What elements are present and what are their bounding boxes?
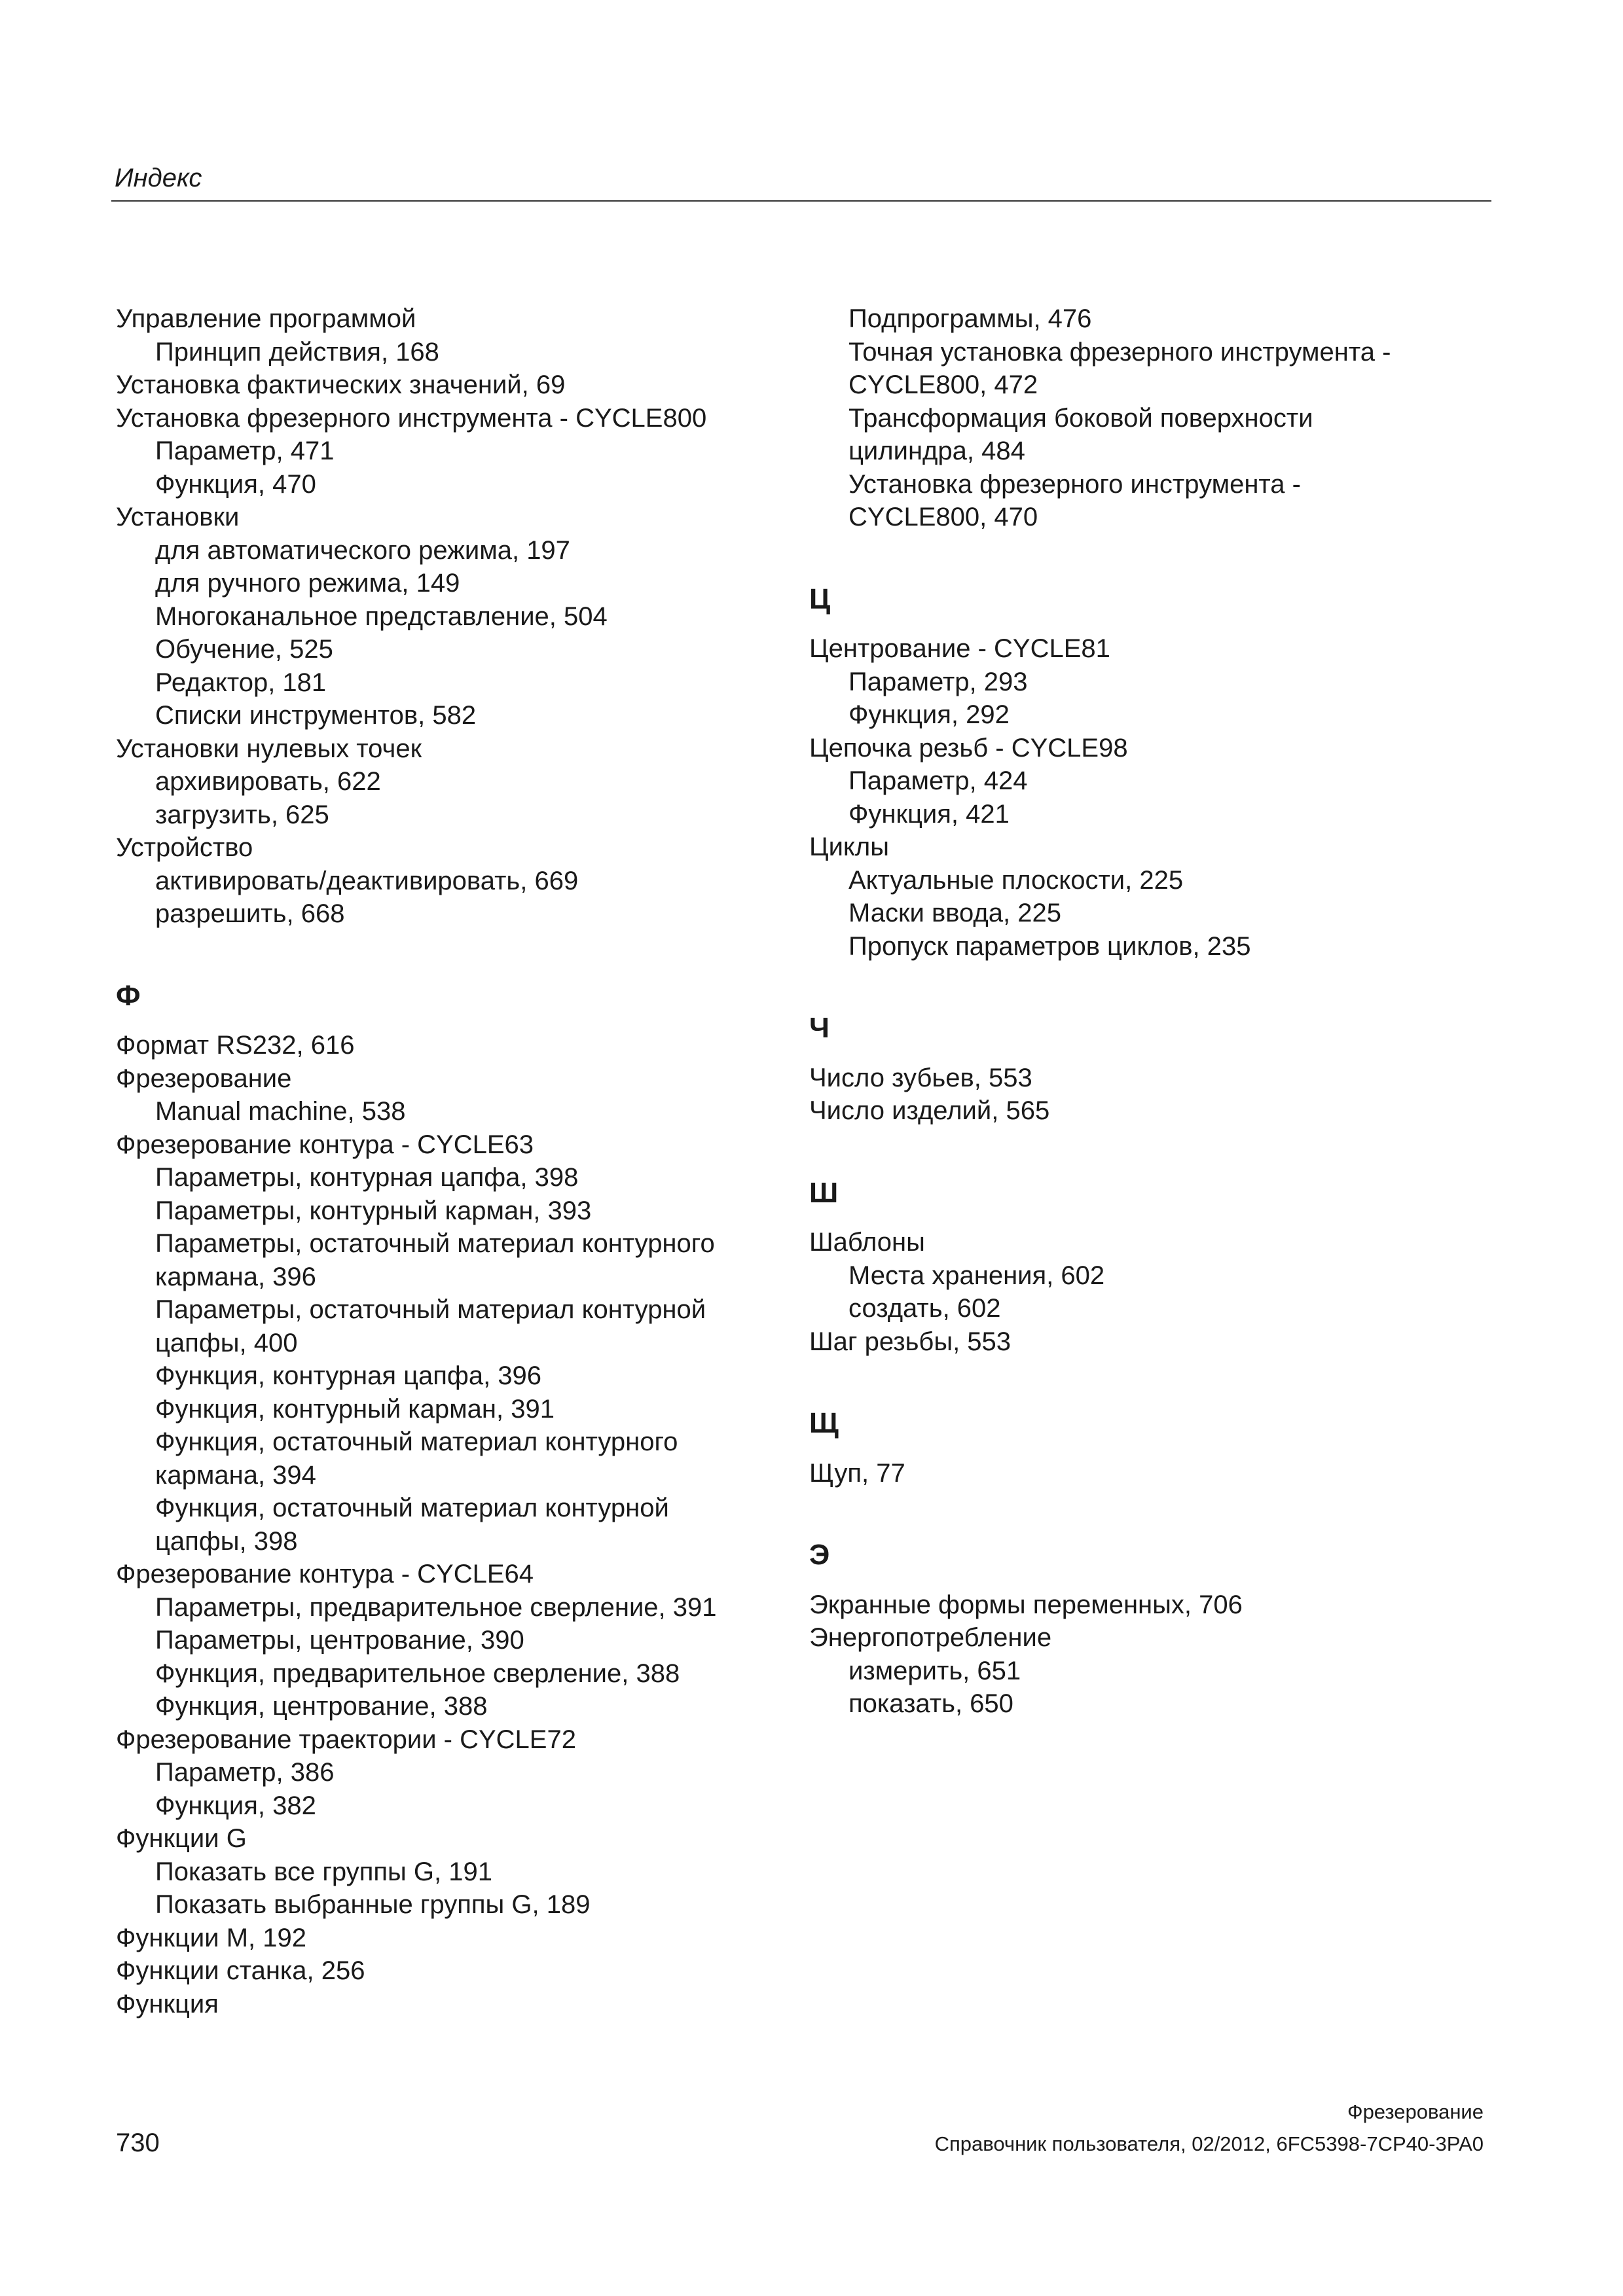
index-subentry: Параметры, контурный карман, 393 [155,1196,592,1225]
index-subentry: Функция, контурная цапфа, 396 [155,1361,542,1390]
index-subentry: создать, 602 [848,1294,1001,1323]
index-section [116,980,784,2021]
index-subentry: для автоматического режима, 197 [155,535,570,565]
index-section [809,1012,1490,1128]
index-column-left [116,302,784,2020]
index-subentry: Функция, предварительное сверление, 388 [155,1659,680,1688]
index-subentry: Параметр, 424 [848,766,1028,795]
index-subentry: показать, 650 [848,1689,1013,1718]
index-subentry: Списки инструментов, 582 [155,701,477,730]
index-section [116,302,784,931]
index-subentry: Показать все группы G, 191 [155,1857,492,1886]
section-letter-heading: Э [809,1539,830,1571]
index-entry: Шаг резьбы, 553 [809,1327,1012,1356]
index-subentry: Подпрограммы, 476 [848,304,1092,333]
index-subentry: загрузить, 625 [155,800,329,829]
index-subentry: Параметры, центрование, 390 [155,1626,524,1655]
section-letter-heading: Ш [809,1176,839,1209]
index-entry: Установка фактических значений, 69 [116,370,566,399]
index-subentry: Параметры, остаточный материал контурной [155,1295,706,1324]
section-letter-heading: Ц [809,583,831,615]
header-title: Индекс [115,164,202,192]
index-subentry: Функция, 470 [155,469,316,499]
index-entry: Энергопотребление [809,1623,1052,1652]
index-subentry: Принцип действия, 168 [155,337,439,367]
index-subentry: Маски ввода, 225 [848,899,1061,927]
index-entry: Центрование - CYCLE81 [809,634,1110,663]
index-subentry: Параметр, 471 [155,437,335,465]
index-subentry: активировать/деактивировать, 669 [155,866,579,895]
index-subentry: Параметр, 386 [155,1758,335,1787]
section-letter-heading: Ч [809,1012,830,1044]
index-entry: Циклы [809,833,889,861]
index-subentry: цапфы, 398 [155,1526,298,1556]
index-entry: Фрезерование траектории - CYCLE72 [116,1725,576,1754]
index-section [809,1539,1490,1721]
index-section [809,1177,1490,1359]
index-subentry: кармана, 396 [155,1262,316,1291]
index-subentry: Редактор, 181 [155,668,327,697]
index-subentry: Обучение, 525 [155,635,333,664]
index-subentry: Функция, 292 [848,700,1010,729]
index-subentry: Параметры, предварительное сверление, 391 [155,1592,717,1622]
index-subentry: Функция, остаточный материал контурного [155,1427,678,1456]
index-subentry: Показать выбранные группы G, 189 [155,1890,591,1919]
index-entry: Шаблоны [809,1228,925,1257]
header-divider [111,200,1491,202]
index-subentry: Manual machine, 538 [155,1097,406,1126]
index-column-right [809,302,1490,1721]
index-entry: Фрезерование [116,1064,292,1093]
index-subentry: Трансформация боковой поверхности [848,403,1313,433]
index-subentry: архивировать, 622 [155,767,381,796]
index-entry: Фрезерование контура - CYCLE63 [116,1130,534,1159]
footer-book-title: Фрезерование [1347,2100,1484,2123]
index-entry: Функции G [116,1824,247,1853]
index-entry: Цепочка резьб - CYCLE98 [809,733,1128,762]
index-subentry: Места хранения, 602 [848,1261,1105,1290]
index-entry: Фрезерование контура - CYCLE64 [116,1560,534,1588]
index-subentry: Функция, контурный карман, 391 [155,1394,555,1424]
index-entry: Щуп, 77 [809,1458,905,1488]
index-entry: Функции M, 192 [116,1923,306,1952]
index-subentry: Функция, центрование, 388 [155,1692,488,1721]
index-entry: Установки нулевых точек [116,734,422,763]
index-subentry: Актуальные плоскости, 225 [848,865,1184,895]
index-subentry: Пропуск параметров циклов, 235 [848,931,1251,961]
index-entry: Формат RS232, 616 [116,1031,355,1060]
index-section [809,583,1490,963]
index-subentry: Функция, 382 [155,1791,316,1820]
index-entry: Число изделий, 565 [809,1096,1050,1125]
index-subentry: Параметр, 293 [848,667,1028,696]
index-subentry: Параметры, контурная цапфа, 398 [155,1163,579,1192]
index-subentry: измерить, 651 [848,1656,1021,1685]
footer-doc-info: Справочник пользователя, 02/2012, 6FC5398-7CP40-3PA0 [934,2132,1484,2155]
index-entry: Установки [116,503,240,531]
index-subentry: разрешить, 668 [155,899,345,928]
index-subentry: цилиндра, 484 [848,437,1025,465]
section-letter-heading: Щ [809,1407,839,1439]
index-subentry: Параметры, остаточный материал контурного [155,1229,715,1258]
index-entry: Функции станка, 256 [116,1956,365,1985]
index-entry: Установка фрезерного инструмента - CYCLE800 [116,403,707,433]
index-subentry: цапфы, 400 [155,1328,298,1357]
index-entry: Управление программой [116,304,416,333]
index-entry: Устройство [116,833,253,862]
index-subentry: для ручного режима, 149 [155,569,460,598]
index-subentry: Точная установка фрезерного инструмента - [848,337,1391,367]
index-section [809,1407,1490,1490]
index-section [809,302,1490,534]
index-subentry: кармана, 394 [155,1460,316,1490]
index-subentry: Многоканальное представление, 504 [155,601,608,631]
index-entry: Экранные формы переменных, 706 [809,1590,1243,1619]
section-letter-heading: Ф [116,979,141,1012]
index-subentry: Установка фрезерного инструмента - [848,469,1301,499]
index-entry: Функция [116,1989,219,2018]
index-subentry: Функция, остаточный материал контурной [155,1494,669,1522]
index-subentry: CYCLE800, 470 [848,503,1038,531]
index-subentry: Функция, 421 [848,799,1010,829]
index-entry: Число зубьев, 553 [809,1063,1032,1092]
index-subentry: CYCLE800, 472 [848,370,1038,399]
page-number: 730 [116,2128,160,2157]
